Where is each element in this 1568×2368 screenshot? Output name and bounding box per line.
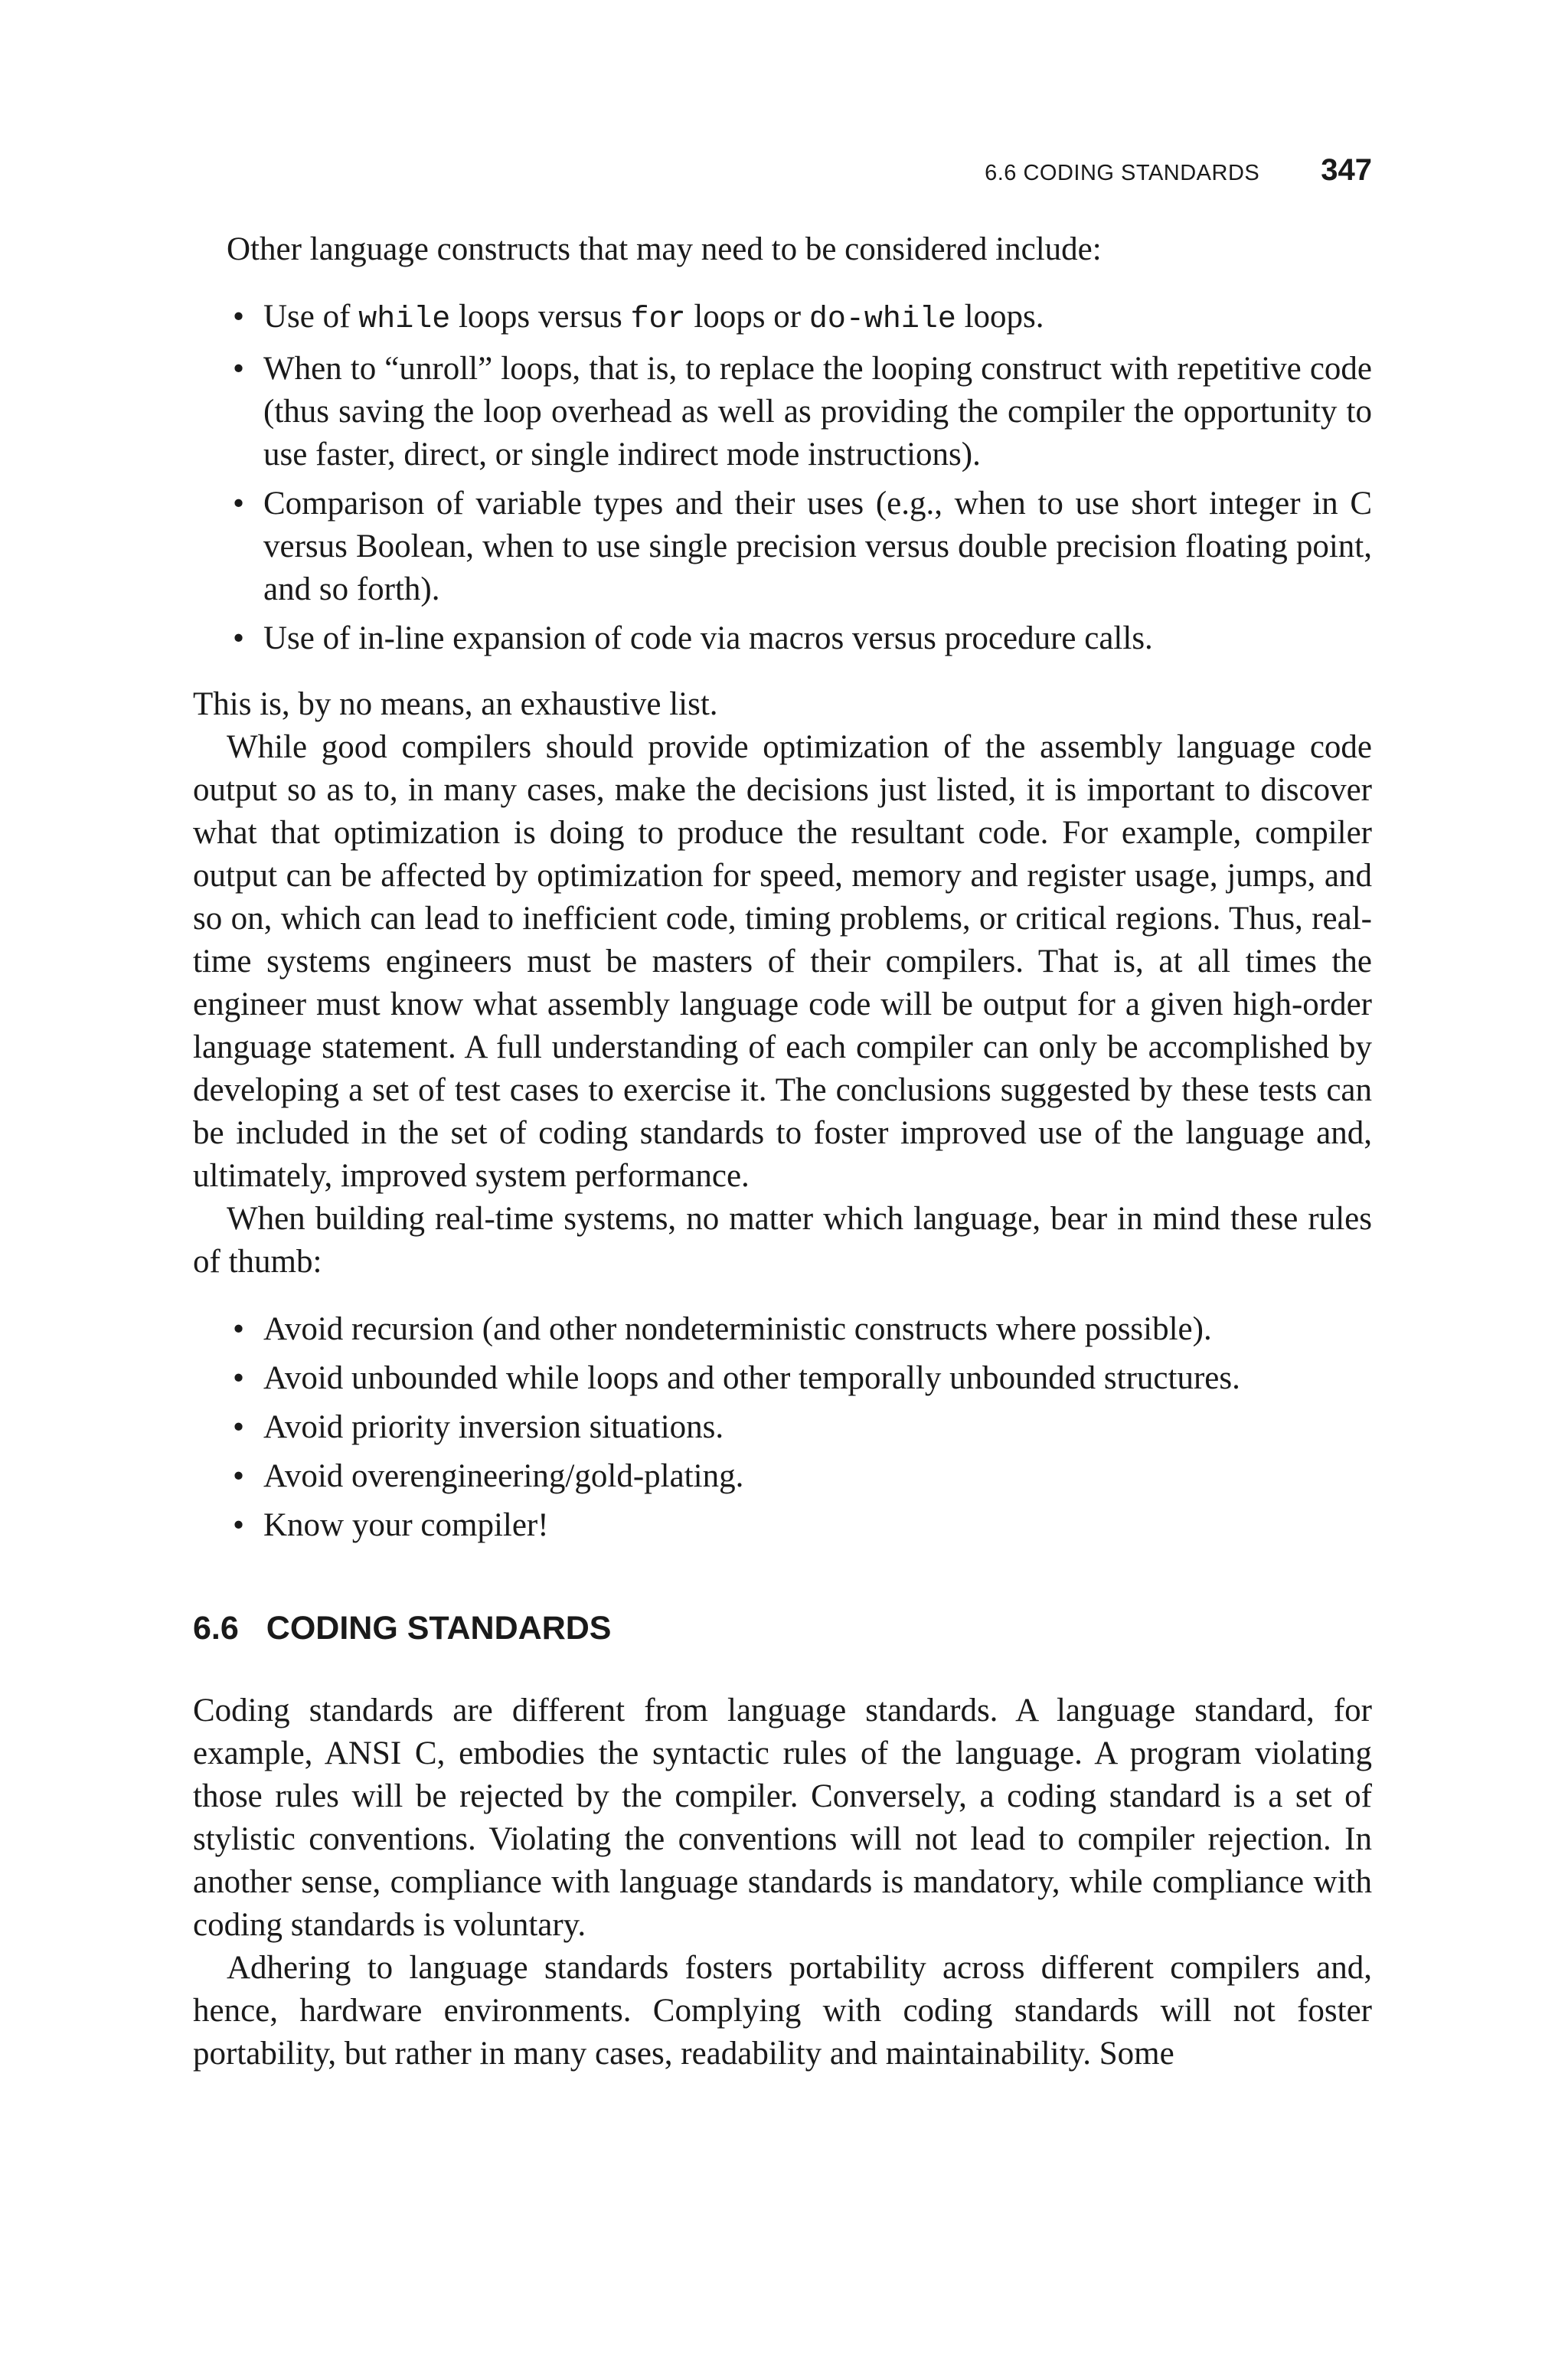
list-item-text: Use of: [263, 299, 359, 335]
code-for: for: [630, 303, 686, 337]
list-item-text: Avoid unbounded while loops and other temporally unbounded structures.: [263, 1360, 1240, 1396]
list-item: [233, 1504, 1372, 1547]
section-number: 6.6: [193, 1610, 239, 1647]
list-item-text: Avoid overengineering/gold-plating.: [263, 1458, 744, 1494]
code-do-while: do-while: [808, 303, 956, 337]
book-page: [193, 0, 1372, 2368]
bullet-icon: •: [233, 1360, 245, 1396]
intro-paragraph: Other language constructs that may need to be considered include:: [227, 231, 1102, 267]
page-number: 347: [1321, 153, 1372, 187]
section-heading: [193, 1607, 1372, 1650]
list-item: [233, 1308, 1372, 1351]
paragraph-coding-standards: Coding standards are different from language standards. A language standard, for example, ANSI C, embodies the syntactic rules of the language. A program violating those rules will be rejected by the compiler. Conversely, a coding standard is a set of stylistic conventions. Violating the conventions will not lead to compiler rejection. In another sense, compliance with language standards is mandatory, while compliance with coding standards is voluntary.: [193, 1693, 1372, 1943]
list-item-text: loops versus: [450, 299, 631, 335]
body-text: [193, 228, 1372, 2075]
constructs-list: [193, 296, 1372, 660]
list-item: [233, 1455, 1372, 1498]
list-item-text: loops.: [956, 299, 1044, 335]
list-item-text: Avoid priority inversion situations.: [263, 1409, 724, 1445]
list-item-text: Know your compiler!: [263, 1507, 549, 1543]
list-item: [233, 1357, 1372, 1400]
list-item: [233, 482, 1372, 611]
paragraph-not-exhaustive: This is, by no means, an exhaustive list.: [193, 686, 718, 722]
rules-of-thumb-list: [193, 1308, 1372, 1547]
list-item-text: Comparison of variable types and their uses (e.g., when to use short integer in C versus Boolean, when to use single precision versus double precision floating point, and so forth).: [263, 486, 1372, 607]
list-item: [233, 348, 1372, 476]
list-item: [233, 617, 1372, 660]
bullet-icon: •: [233, 1507, 245, 1543]
code-while: while: [358, 303, 451, 337]
running-header: [985, 153, 1372, 188]
list-item: [233, 296, 1372, 342]
paragraph-rules-of-thumb: When building real-time systems, no matter which language, bear in mind these rules of thumb:: [193, 1201, 1372, 1280]
running-header-section: 6.6 CODING STANDARDS: [985, 161, 1260, 185]
bullet-icon: •: [233, 1409, 245, 1445]
list-item-text: Avoid recursion (and other nondeterministic constructs where possible).: [263, 1311, 1212, 1347]
bullet-icon: •: [233, 351, 245, 387]
bullet-icon: •: [233, 620, 245, 656]
paragraph-compilers: While good compilers should provide optimization of the assembly language code output so as to, in many cases, make the decisions just listed, it is important to discover what that optimization is doing to produce the resultant code. For example, compiler output can be affected by optimization for speed, memory and register usage, jumps, and so on, which can lead to inefficient code, timing problems, or critical regions. Thus, real-time systems engineers must be masters of their compilers. That is, at all times the engineer must know what assembly language code will be output for a given high-order language statement. A full understanding of each compiler can only be accomplished by developing a set of test cases to exercise it. The conclusions suggested by these tests can be included in the set of coding standards to foster improved use of the language and, ultimately, improved system performance.: [193, 729, 1372, 1194]
bullet-icon: •: [233, 1458, 245, 1494]
list-item-text: Use of in-line expansion of code via macros versus procedure calls.: [263, 620, 1153, 656]
bullet-icon: •: [233, 1311, 245, 1347]
bullet-icon: •: [233, 299, 245, 335]
section-title: CODING STANDARDS: [266, 1610, 612, 1647]
list-item: [233, 1406, 1372, 1449]
paragraph-adhering: Adhering to language standards fosters portability across different compilers and, hence, hardware environments. Complying with coding standards will not foster portability, but rather in many cases, readability and maintainability. Some: [193, 1950, 1372, 2072]
list-item-text: When to “unroll” loops, that is, to replace the looping construct with repetitive code (thus saving the loop overhead as well as providing the compiler the opportunity to use faster, direct, or single indirect mode instructions).: [263, 351, 1372, 473]
list-item-text: loops or: [685, 299, 809, 335]
bullet-icon: •: [233, 486, 245, 522]
